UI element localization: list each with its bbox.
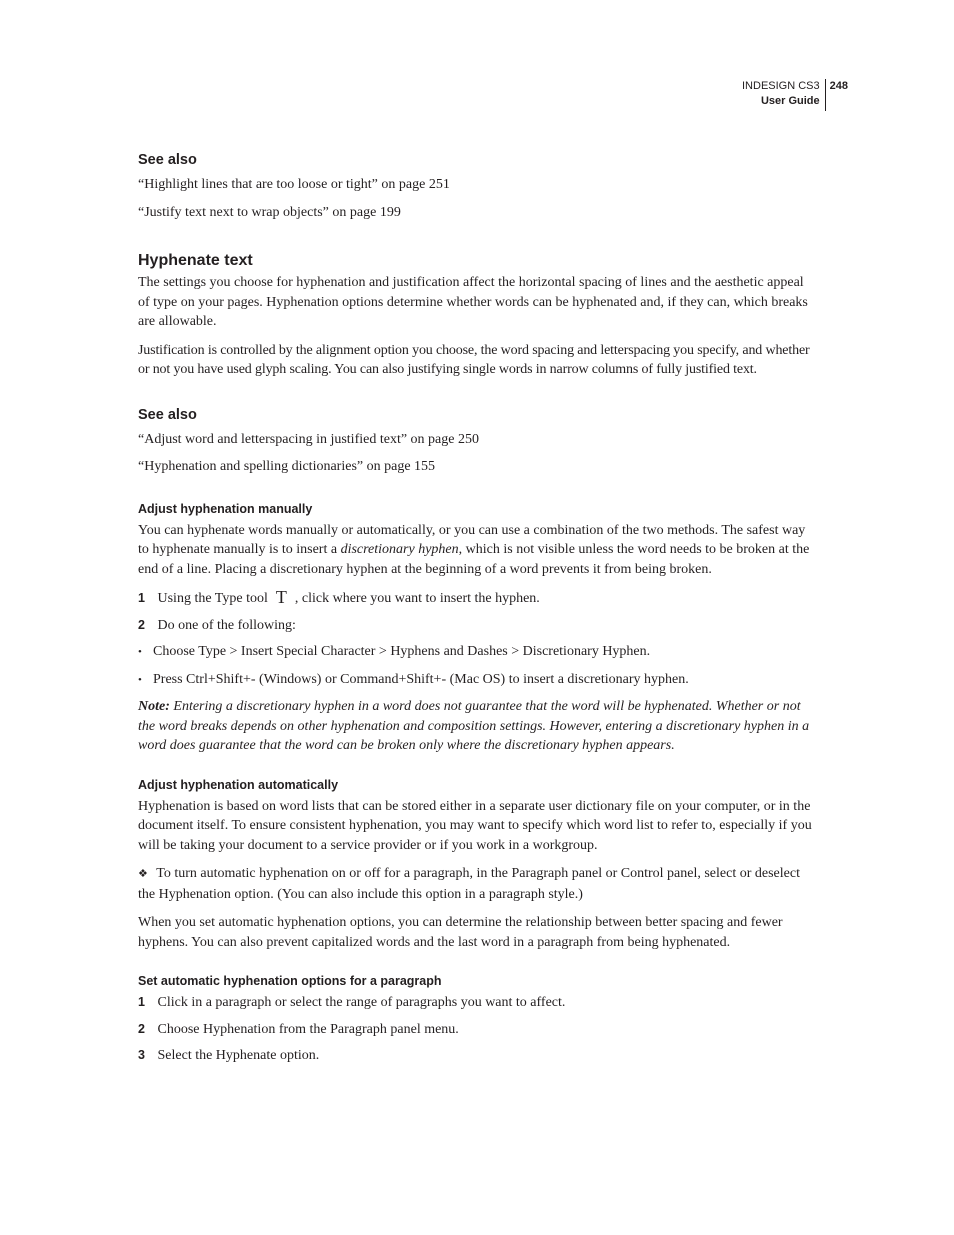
page-content [138, 150, 818, 1073]
paragraph-text: You can hyphenate words manually or automatically, or you can use a combination of the two methods. The safest way to hyphenate manually is to insert a [138, 522, 806, 557]
note-text: Entering a discretionary hyphen in a word does not guarantee that the word will be hyphenated. Whether or not the word breaks depends on other hyphenation and composition settings. However, entering a discretionary hyphen in a word does guarantee that the word can be broken only where the discretionary hyphen appears. [138, 699, 810, 753]
step-number: 2 [138, 617, 145, 632]
paragraph [138, 521, 818, 580]
step-number: 1 [138, 591, 145, 605]
see-also-link[interactable]: “Justify text next to wrap objects” on page 199 [138, 204, 401, 220]
paragraph: Hyphenation is based on word lists that can be stored either in a separate user dictionary file on your computer, or in the document itself. To ensure consistent hyphenation, you may want to specify which word list to refer to, especially if you will be taking your document to a service provider or if you work in a workgroup. [138, 798, 812, 853]
step-text: Click in a paragraph or select the range of paragraphs you want to affect. [157, 995, 566, 1010]
see-also-heading: See also [138, 406, 197, 423]
bullet-item [138, 670, 818, 691]
procedure-paragraph [138, 864, 818, 904]
subsection-heading: Adjust hyphenation automatically [138, 777, 339, 792]
term-emphasis: discretionary hyphen [340, 542, 459, 557]
see-also-heading: See also [138, 152, 197, 168]
type-tool-icon: T [275, 587, 287, 607]
subsection-heading: Adjust hyphenation manually [138, 501, 313, 516]
step-text: Do one of the following: [157, 617, 296, 633]
see-also-link[interactable]: “Hyphenation and spelling dictionaries” on page 155 [138, 459, 436, 474]
header-title: INDESIGN CS3 [742, 80, 820, 92]
note-label: Note: [138, 699, 170, 714]
step-text: Select the Hyphenate option. [157, 1048, 320, 1063]
step-item [138, 1020, 818, 1040]
diamond-bullet-icon: ❖ [138, 868, 148, 880]
step-item [138, 1046, 818, 1066]
page-header [742, 79, 848, 111]
subsection-heading: Set automatic hyphenation options for a paragraph [138, 974, 442, 988]
header-text [742, 79, 825, 109]
paragraph-text: To turn automatic hyphenation on or off for a paragraph, in the Paragraph panel or Control panel, select or deselect the Hyphenation option. (You can also include this option in a paragraph style.) [138, 866, 800, 902]
see-also-link[interactable]: “Highlight lines that are too loose or tight” on page 251 [138, 177, 450, 192]
header-subtitle: User Guide [760, 95, 820, 107]
section-heading: Hyphenate text [138, 252, 253, 269]
paragraph: The settings you choose for hyphenation and justification affect the horizontal spacing of lines and the aesthetic appeal of type on your pages. Hyphenation options determine whether words can be hyphenated and, if they can, which breaks are allowable. [138, 275, 808, 329]
step-text: Choose Hyphenation from the Paragraph panel menu. [157, 1021, 459, 1037]
bullet-item [138, 642, 818, 663]
step-item [138, 993, 818, 1013]
note [138, 697, 818, 756]
paragraph: Justification is controlled by the alignment option you choose, the word spacing and letterspacing you specify, and whether or not you have used glyph scaling. You can also justifying single words in narrow columns of fully justified text. [138, 342, 810, 377]
see-also-link[interactable]: “Adjust word and letterspacing in justified text” on page 250 [138, 431, 479, 447]
step-number: 1 [138, 995, 145, 1009]
paragraph: When you set automatic hyphenation options, you can determine the relationship between better spacing and fewer hyphens. You can also prevent capitalized words and the last word in a paragraph from being hyphenated. [138, 915, 783, 950]
step-item [138, 616, 818, 636]
page-number: 248 [829, 80, 848, 92]
step-number: 3 [138, 1048, 145, 1062]
paragraph-text: , which is not visible unless the word needs to be broken at the end of a line. Placing a discretionary hyphen at the beginning of a word prevents it from being broken. [138, 542, 810, 577]
step-number: 2 [138, 1021, 145, 1036]
bullet-text: Press Ctrl+Shift+- (Windows) or Command+Shift+- (Mac OS) to insert a discretionary hyphen. [153, 671, 689, 687]
step-text: , click where you want to insert the hyphen. [294, 591, 540, 606]
bullet-icon: • [138, 646, 142, 658]
step-text: Using the Type tool [157, 591, 272, 606]
bullet-text: Choose Type > Insert Special Character > Hyphens and Dashes > Discretionary Hyphen. [153, 644, 651, 659]
step-item [138, 588, 818, 609]
bullet-icon: • [138, 673, 142, 686]
